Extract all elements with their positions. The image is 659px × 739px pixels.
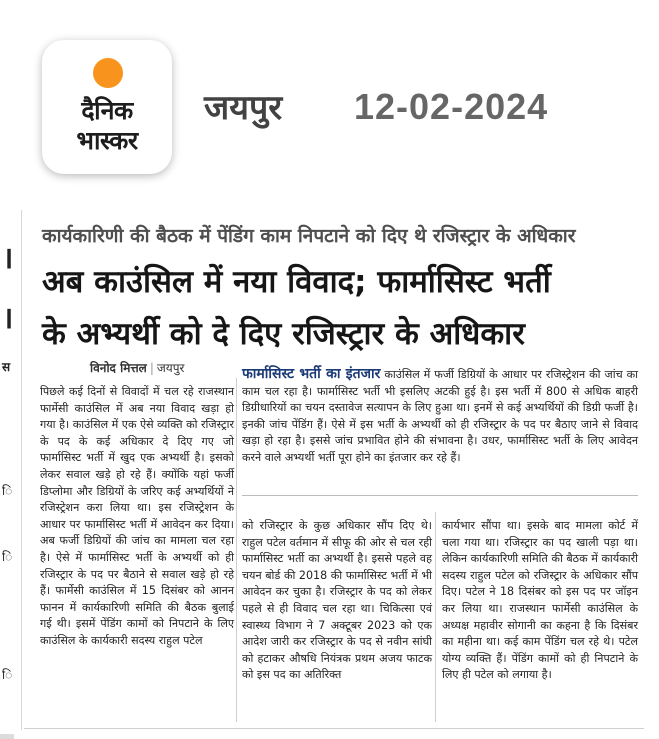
byline: विनोद मित्तल | जयपुर xyxy=(90,361,185,375)
headline-line-2: के अभ्यर्थी को दे दिए रजिस्ट्रार के अधिकार xyxy=(42,316,525,352)
article-column-3: कार्यभार सौंपा था। इसके बाद मामला कोर्ट में चला गया था। रजिस्ट्रार का पद खाली पड़ा था। लेकिन कार्यकारिणी समिति की बैठक में कार्यकारी सदस्य राहुल पटेल को रजिस्ट्रार के अधिकार सौंप दिए। पटेल ने 18 दिसंबर को इस पद पर जॉइन कर लिया था। राजस्थान फार्मेसी काउंसिल के अध्यक्ष महावीर सोगानी का कहना है कि दिसंबर का महीना था। कई काम पेंडिंग चल रहे थे। पटेल योग्य व्यक्ति हैं। पेंडिंग कामों को ही निपटाने के लिए ही पटेल को लगाया है। xyxy=(442,519,638,682)
sidebar-box xyxy=(242,366,638,496)
strip-glyph: । xyxy=(2,241,14,276)
strip-glyph: ि xyxy=(2,484,13,498)
author-name: विनोद मित्तल xyxy=(90,361,147,375)
column-divider xyxy=(435,512,436,722)
strip-glyph: स xyxy=(2,360,11,374)
article-column-2: को रजिस्ट्रार के कुछ अधिकार सौंप दिए थे। राहुल पटेल वर्तमान में सीफू की ओर से चल रही फार्मासिस्ट भर्ती का अभ्यर्थी है। इससे पहले वह चयन बोर्ड की 2018 की फार्मासिस्ट भर्ती में भी आवेदन कर चुका है। रजिस्ट्रार के पद को लेकर पहले से ही विवाद चल रहा था। चिकित्सा एवं स्वास्थ्य विभाग ने 7 अक्टूबर 2023 को एक आदेश जारी कर रजिस्ट्रार के पद से नवीन सांघी को हटाकर औषधि नियंत्रक प्रथम अजय फाटक को इस पद का अतिरिक्त xyxy=(242,519,432,682)
article-column-1: पिछले कई दिनों से विवादों में चल रहे राजस्थान फार्मेसी काउंसिल में अब नया विवाद खड़ा हो गया है। काउंसिल में एक ऐसे व्यक्ति को रजिस्ट्रार के पद के कई अधिकार दे दिए गए जो फार्मासिस्ट भर्ती में खुद एक अभ्यर्थी है। इसको लेकर सवाल खड़े हो रहे हैं। क्योंकि यहां फर्जी डिप्लोमा और डिग्रियों के जरिए कई अभ्यर्थियों ने रजिस्ट्रेशन करा लिया था। इस रजिस्ट्रेशन के आधार पर फार्मासिस्ट भर्ती में आवेदन कर दिया। अब फर्जी डिग्रियों की जांच का मामला चल रहा है। ऐसे में फार्मासिस्ट भर्ती के अभ्यर्थी को ही रजिस्ट्रार के पद पर बैठाने से सवाल खड़े हो रहे हैं। फार्मेसी काउंसिल में 15 दिसंबर को आनन फानन में कार्यकारिणी समिति की बैठक बुलाई गई थी। इसमें पेंडिंग कामों को निपटाने के लिए काउंसिल के कार्यकारी सदस्य राहुल पटेल xyxy=(40,385,234,647)
edition-city: जयपुर xyxy=(204,88,283,128)
column-divider xyxy=(236,378,237,722)
page-bottom-rule xyxy=(24,728,644,729)
sidebar-box-text: काउंसिल में फर्जी डिग्रियों के आधार पर रजिस्ट्रेशन की जांच का काम चल रहा है। फार्मासिस्ट भर्ती भी इसलिए अटकी हुई है। इस भर्ती में 800 से अधिक बाहरी डिग्रीधारियों का चयन दस्तावेज सत्यापन के लिए हुआ था। इनमें से कई अभ्यर्थियों की डिग्री फर्जी है। इनकी जांच पेंडिंग हैं। ऐसे में इस भर्ती के अभ्यर्थी को ही रजिस्ट्रार के पद पर बैठाए जाने से विवाद खड़ा हो रहा है। इससे जांच प्रभावित होने की संभावना है। उधर, फार्मासिस्ट भर्ती के लिए आवेदन करने वाले अभ्यर्थी भर्ती पूरा होने का इंतजार कर रहे हैं। xyxy=(242,368,638,464)
dateline-location: जयपुर xyxy=(156,361,185,375)
edition-date: 12-02-2024 xyxy=(354,86,549,127)
headline-line-1: अब काउंसिल में नया विवाद; फार्मासिस्ट भर्ती xyxy=(42,264,551,300)
dainik-bhaskar-logo xyxy=(42,40,172,174)
logo-text-line1: दैनिक xyxy=(81,96,133,125)
strip-glyph: ि xyxy=(2,550,13,564)
article-kicker: कार्यकारिणी की बैठक में पेंडिंग काम निपटाने को दिए थे रजिस्ट्रार के अधिकार xyxy=(42,225,576,247)
strip-glyph: ि xyxy=(2,668,13,682)
strip-shaded-box xyxy=(0,734,14,739)
adjacent-article-strip xyxy=(0,210,22,730)
sun-icon xyxy=(93,58,123,88)
strip-glyph: । xyxy=(2,301,14,336)
article-headline xyxy=(42,256,652,360)
logo-text-line2: भास्कर xyxy=(76,126,138,155)
sidebar-box-heading: फार्मासिस्ट भर्ती का इंतजार xyxy=(242,366,381,382)
sidebar-box-body xyxy=(242,366,638,467)
